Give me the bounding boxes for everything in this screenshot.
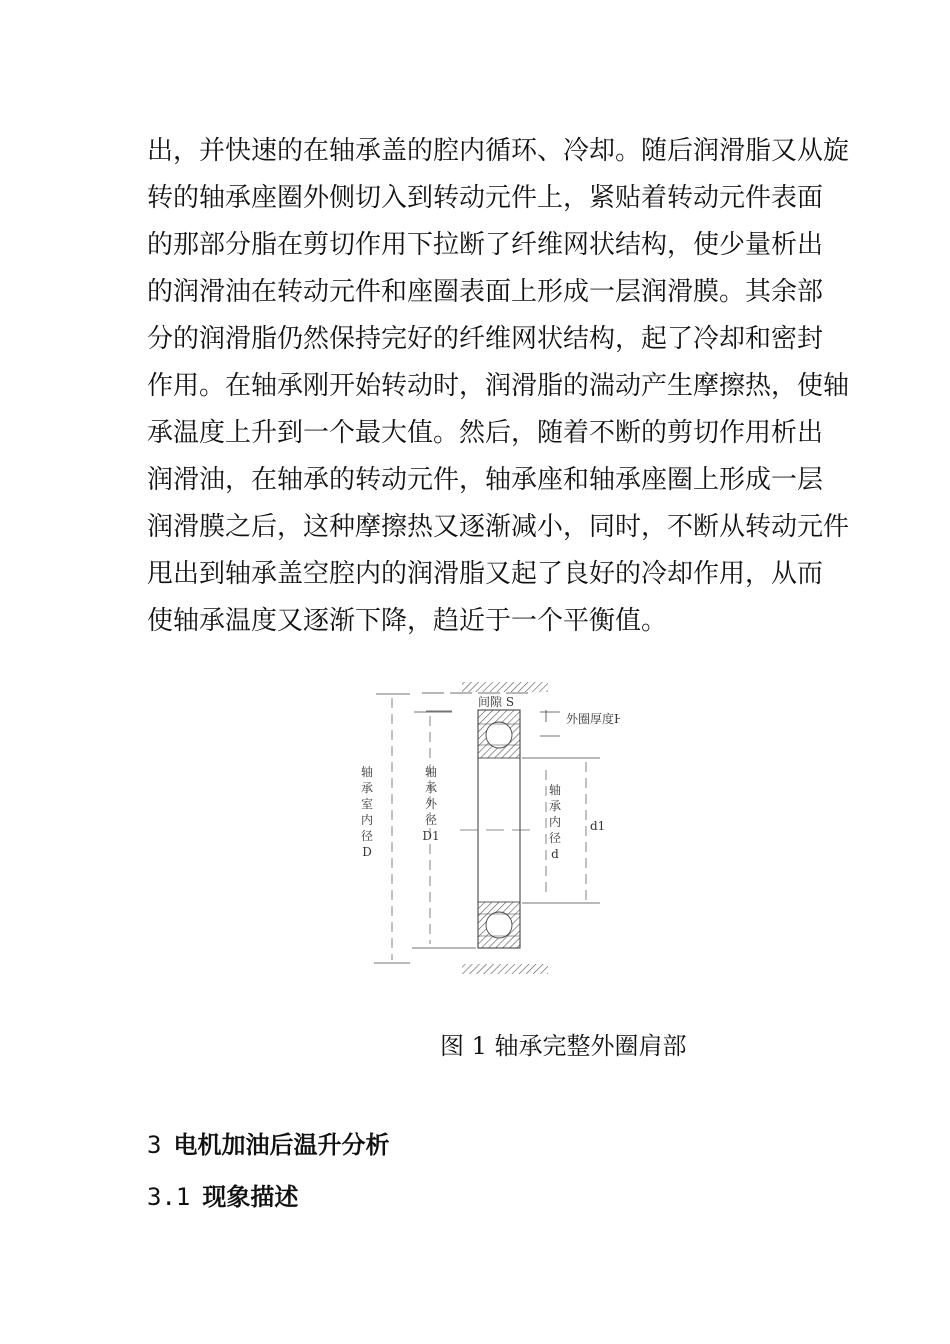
paragraph-line: 的润滑油在转动元件和座圈表面上形成一层润滑膜。其余部 — [147, 277, 824, 307]
paragraph-line: 分的润滑脂仍然保持完好的纤维网状结构，起了冷却和密封 — [147, 324, 824, 354]
section-number: 3 — [147, 1131, 162, 1159]
d1-label: d1 — [590, 819, 606, 833]
gap-label: 间隙 S — [478, 695, 515, 709]
subsection-heading — [147, 1180, 298, 1214]
paragraph-line: 的那部分脂在剪切作用下拉断了纤维网状结构，使少量析出 — [147, 230, 824, 260]
section-title: 电机加油后温升分析 — [173, 1131, 390, 1159]
paragraph-line: 使轴承温度又逐渐下降，趋近于一个平衡值。 — [147, 606, 668, 636]
bearing-diagram — [360, 680, 620, 980]
paragraph-line: 出，并快速的在轴承盖的腔内循环、冷却。随后润滑脂又从旋 — [147, 136, 850, 166]
paragraph-line: 甩出到轴承盖空腔内的润滑脂又起了良好的冷却作用，从而 — [147, 559, 824, 589]
section-heading — [147, 1128, 389, 1162]
paragraph-line: 润滑油，在轴承的转动元件，轴承座和轴承座圈上形成一层 — [147, 465, 824, 495]
paragraph-line: 润滑膜之后，这种摩擦热又逐渐减小，同时，不断从转动元件 — [147, 512, 850, 542]
outer-ring-thickness-label: 外圈厚度H — [566, 712, 620, 726]
paragraph-line: 作用。在轴承刚开始转动时，润滑脂的湍动产生摩擦热，使轴 — [147, 371, 850, 401]
subsection-number: 3.1 — [147, 1183, 191, 1211]
subsection-title: 现象描述 — [202, 1183, 299, 1211]
paragraph-line: 转的轴承座圈外侧切入到转动元件上，紧贴着转动元件表面 — [147, 183, 824, 213]
inner-diameter-label: 轴承内径d — [548, 783, 561, 861]
outer-diameter-label: 轴承外径D1 — [422, 765, 440, 843]
figure-caption: 图 1 轴承完整外圈肩部 — [440, 1032, 687, 1060]
housing-bore-label: 轴承室内径D — [360, 765, 373, 859]
ball-bottom — [486, 912, 512, 938]
housing-bottom-hatch — [462, 964, 548, 974]
housing-top-hatch — [462, 682, 548, 692]
paragraph-line: 承温度上升到一个最大值。然后，随着不断的剪切作用析出 — [147, 418, 824, 448]
ball-top — [486, 722, 512, 748]
